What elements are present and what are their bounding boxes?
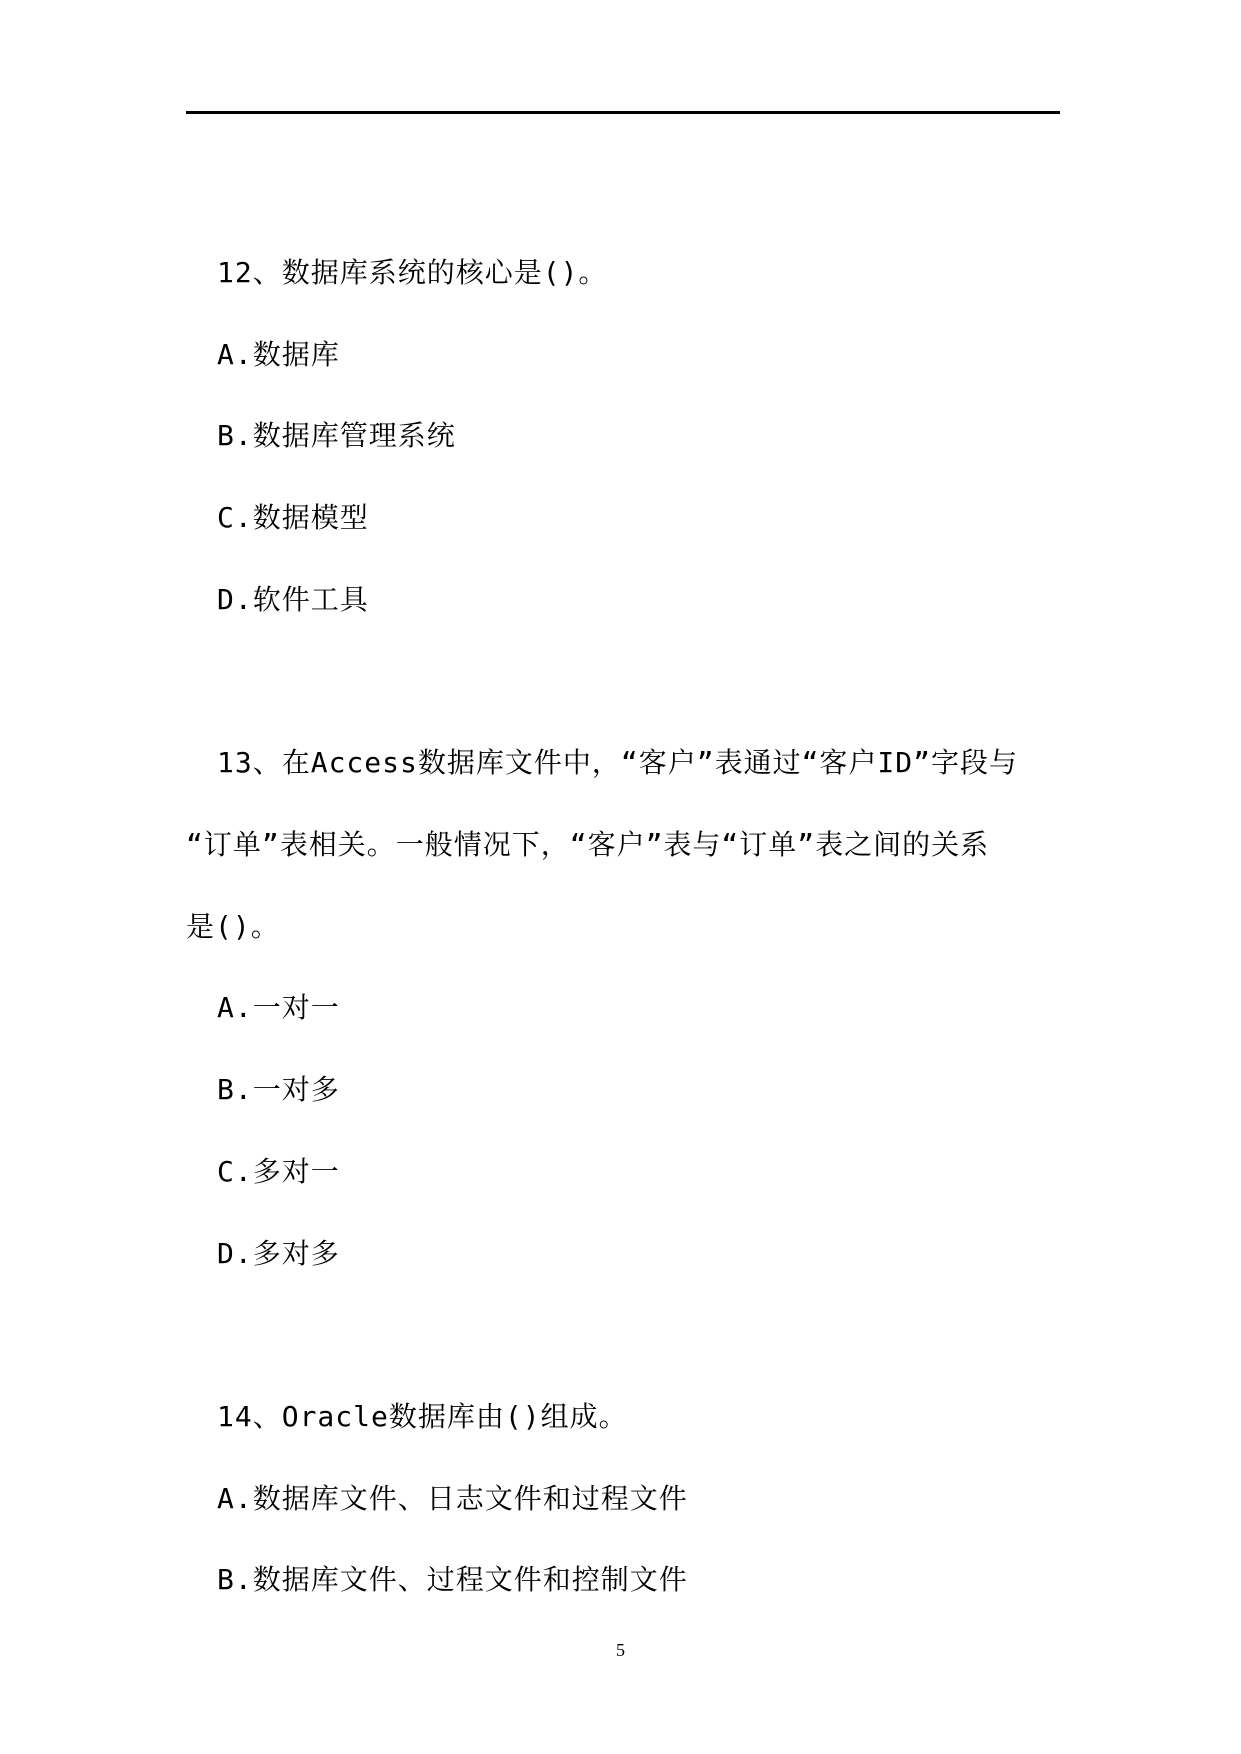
question-14-option-b: B.数据库文件、过程文件和控制文件 bbox=[217, 1563, 688, 1596]
page-number: 5 bbox=[616, 1640, 625, 1660]
question-12-option-a: A.数据库 bbox=[217, 338, 340, 371]
question-12-option-d: D.软件工具 bbox=[217, 583, 369, 616]
question-12-option-c: C.数据模型 bbox=[217, 501, 369, 534]
question-13-option-b: B.一对多 bbox=[217, 1073, 340, 1106]
question-14-option-a: A.数据库文件、日志文件和过程文件 bbox=[217, 1482, 688, 1515]
question-14-stem: 14、Oracle数据库由()组成。 bbox=[217, 1400, 628, 1433]
question-12-stem: 12、数据库系统的核心是()。 bbox=[217, 256, 608, 289]
question-13-option-a: A.一对一 bbox=[217, 991, 340, 1024]
question-13-stem-line-2: “订单”表相关。一般情况下，“客户”表与“订单”表之间的关系 bbox=[186, 828, 990, 861]
question-13-option-c: C.多对一 bbox=[217, 1155, 340, 1188]
question-12-option-b: B.数据库管理系统 bbox=[217, 419, 456, 452]
question-13-stem-line-1: 13、在Access数据库文件中，“客户”表通过“客户ID”字段与 bbox=[217, 746, 1019, 779]
question-13-option-d: D.多对多 bbox=[217, 1237, 340, 1270]
header-rule bbox=[186, 111, 1060, 114]
question-13-stem-line-3: 是()。 bbox=[186, 910, 280, 943]
